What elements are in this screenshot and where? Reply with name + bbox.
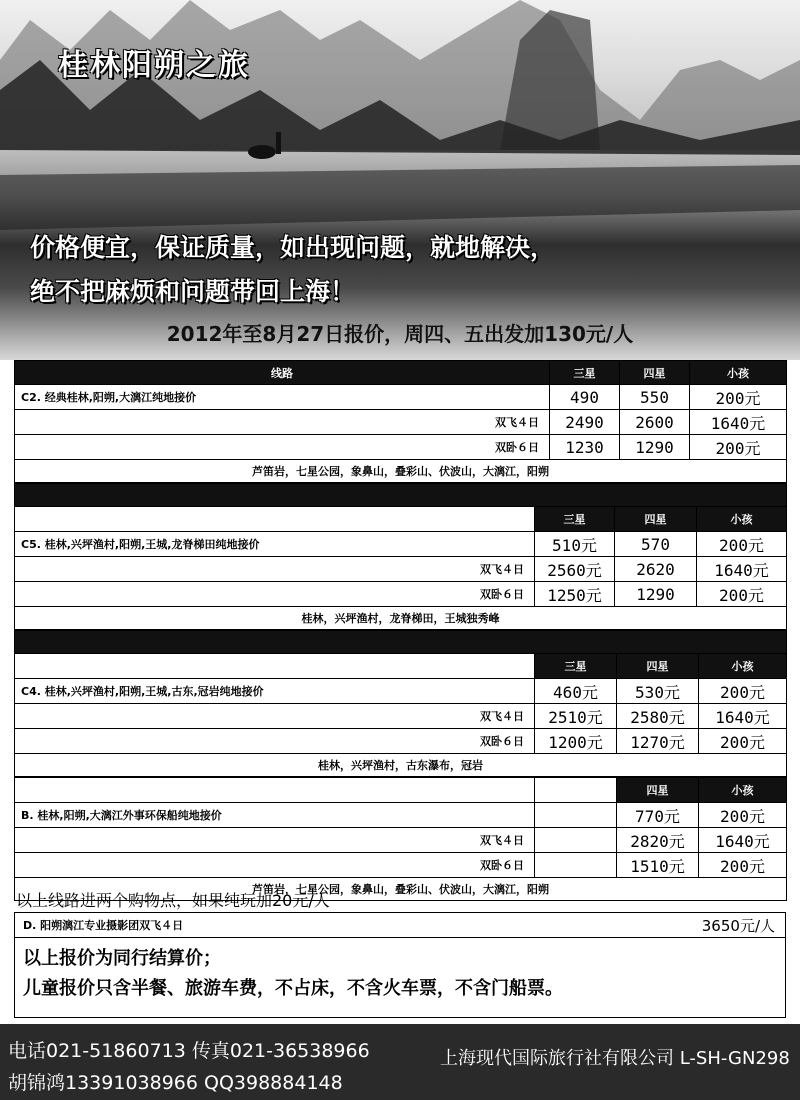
package-label: 双卧６日 xyxy=(15,729,535,754)
col-3star-header: 三星 xyxy=(535,507,615,532)
terms-line-1: 以上报价为同行结算价； xyxy=(23,948,221,969)
package-label: 双飞４日 xyxy=(15,410,550,435)
route-title: B. 桂林,阳朔,大漓江外事环保船纯地接价 xyxy=(15,803,535,828)
price-cell: 1270元 xyxy=(617,729,699,754)
price-cell: 1290 xyxy=(620,435,690,460)
shopping-note: 以上线路进两个购物点，如果纯玩加20元/人 xyxy=(16,891,330,910)
price-cell: 490 xyxy=(550,385,620,410)
price-cell: 1230 xyxy=(550,435,620,460)
price-cell: 770元 xyxy=(617,803,699,828)
table-row xyxy=(15,385,787,410)
table-row xyxy=(15,460,787,483)
table-row xyxy=(15,410,787,435)
contact-person: 胡锦鸿13391038966 QQ398884148 xyxy=(8,1072,343,1094)
price-cell: 1640元 xyxy=(690,410,787,435)
price-tables xyxy=(14,360,786,901)
table-row xyxy=(15,754,787,777)
route-title: C2. 经典桂林,阳朔,大漓江纯地接价 xyxy=(15,385,550,410)
col-child-header: 小孩 xyxy=(699,778,787,803)
hero-banner xyxy=(0,0,800,360)
price-cell: 460元 xyxy=(535,679,617,704)
route-table-c5 xyxy=(14,483,787,630)
price-cell: 1510元 xyxy=(617,853,699,878)
route-box-d xyxy=(14,912,786,1018)
price-cell: 2490 xyxy=(550,410,620,435)
route-d-price: 3650元/人 xyxy=(701,916,775,935)
phone-fax: 电话021-51860713 传真021-36538966 xyxy=(8,1040,370,1062)
package-label: 双飞４日 xyxy=(15,557,535,582)
col-child-header: 小孩 xyxy=(699,654,787,679)
table-row xyxy=(15,532,787,557)
sights-list: 桂林，兴坪渔村，古东瀑布，冠岩 xyxy=(15,754,787,777)
price-cell: 200元 xyxy=(697,532,787,557)
col-4star-header: 四星 xyxy=(617,654,699,679)
page-title: 桂林阳朔之旅 xyxy=(58,48,250,83)
section-bar xyxy=(15,631,787,654)
route-table-b xyxy=(14,777,787,901)
empty-cell xyxy=(535,828,617,853)
table-row xyxy=(15,704,787,729)
terms-line-2: 儿童报价只含半餐、旅游车费，不占床，不含火车票，不含门船票。 xyxy=(23,978,563,999)
sights-list: 芦笛岩，七星公园，象鼻山，叠彩山、伏波山，大漓江，阳朔 xyxy=(15,878,787,901)
price-cell: 1640元 xyxy=(697,557,787,582)
company-name: 上海现代国际旅行社有限公司 L-SH-GN298 xyxy=(440,1048,790,1069)
price-cell: 200元 xyxy=(699,803,787,828)
price-cell: 200元 xyxy=(697,582,787,607)
slogan-line-2: 绝不把麻烦和问题带回上海！ xyxy=(30,277,356,306)
col-child-header: 小孩 xyxy=(690,361,787,385)
package-label: 双飞４日 xyxy=(15,828,535,853)
price-cell: 2510元 xyxy=(535,704,617,729)
col-4star-header: 四星 xyxy=(620,361,690,385)
price-cell: 2620 xyxy=(615,557,697,582)
col-4star-header: 四星 xyxy=(617,778,699,803)
package-label: 双卧６日 xyxy=(15,853,535,878)
price-cell: 2580元 xyxy=(617,704,699,729)
route-title: C4. 桂林,兴坪渔村,阳朔,王城,古东,冠岩纯地接价 xyxy=(15,679,535,704)
table-row xyxy=(15,582,787,607)
col-route-header: 线路 xyxy=(15,361,550,385)
price-cell: 200元 xyxy=(699,853,787,878)
route-title: D. 阳朔漓江专业摄影团双飞４日 xyxy=(23,919,184,932)
price-cell: 200元 xyxy=(699,679,787,704)
price-cell: 550 xyxy=(620,385,690,410)
table-row xyxy=(15,435,787,460)
table-row xyxy=(15,557,787,582)
route-table-c2 xyxy=(14,360,787,483)
slogan-line-1: 价格便宜，保证质量，如出现问题，就地解决， xyxy=(30,233,556,262)
sights-list: 桂林，兴坪渔村，龙脊梯田，王城独秀峰 xyxy=(15,607,787,630)
package-label: 双卧６日 xyxy=(15,435,550,460)
col-3star-header: 三星 xyxy=(535,654,617,679)
route-table-c4 xyxy=(14,630,787,777)
price-cell: 570 xyxy=(615,532,697,557)
table-row xyxy=(15,853,787,878)
terms-text xyxy=(15,938,785,1004)
price-cell: 200元 xyxy=(690,435,787,460)
price-cell: 1200元 xyxy=(535,729,617,754)
table-row xyxy=(15,679,787,704)
empty-cell xyxy=(535,853,617,878)
price-cell: 1290 xyxy=(615,582,697,607)
package-label: 双卧６日 xyxy=(15,582,535,607)
spacer-cell xyxy=(15,778,535,803)
price-cell: 200元 xyxy=(699,729,787,754)
price-cell: 2820元 xyxy=(617,828,699,853)
price-cell: 1640元 xyxy=(699,828,787,853)
table-row xyxy=(15,729,787,754)
table-row xyxy=(15,607,787,630)
col-3star-header: 三星 xyxy=(550,361,620,385)
price-cell: 1250元 xyxy=(535,582,615,607)
price-cell: 2600 xyxy=(620,410,690,435)
footer-contact xyxy=(0,1024,800,1100)
spacer-cell xyxy=(15,507,535,532)
route-title: C5. 桂林,兴坪渔村,阳朔,王城,龙脊梯田纯地接价 xyxy=(15,532,535,557)
price-cell: 2560元 xyxy=(535,557,615,582)
col-4star-header: 四星 xyxy=(615,507,697,532)
price-cell: 1640元 xyxy=(699,704,787,729)
price-cell: 510元 xyxy=(535,532,615,557)
price-cell: 200元 xyxy=(690,385,787,410)
section-bar xyxy=(15,484,787,507)
route-d-line xyxy=(15,913,785,938)
spacer-cell xyxy=(535,778,617,803)
table-row xyxy=(15,828,787,853)
price-cell: 530元 xyxy=(617,679,699,704)
sights-list: 芦笛岩，七星公园，象鼻山，叠彩山、伏波山，大漓江，阳朔 xyxy=(15,460,787,483)
package-label: 双飞４日 xyxy=(15,704,535,729)
empty-cell xyxy=(535,803,617,828)
col-child-header: 小孩 xyxy=(697,507,787,532)
spacer-cell xyxy=(15,654,535,679)
price-date-banner: 2012年至8月27日报价，周四、五出发加130元/人 xyxy=(166,322,634,346)
table-row xyxy=(15,803,787,828)
